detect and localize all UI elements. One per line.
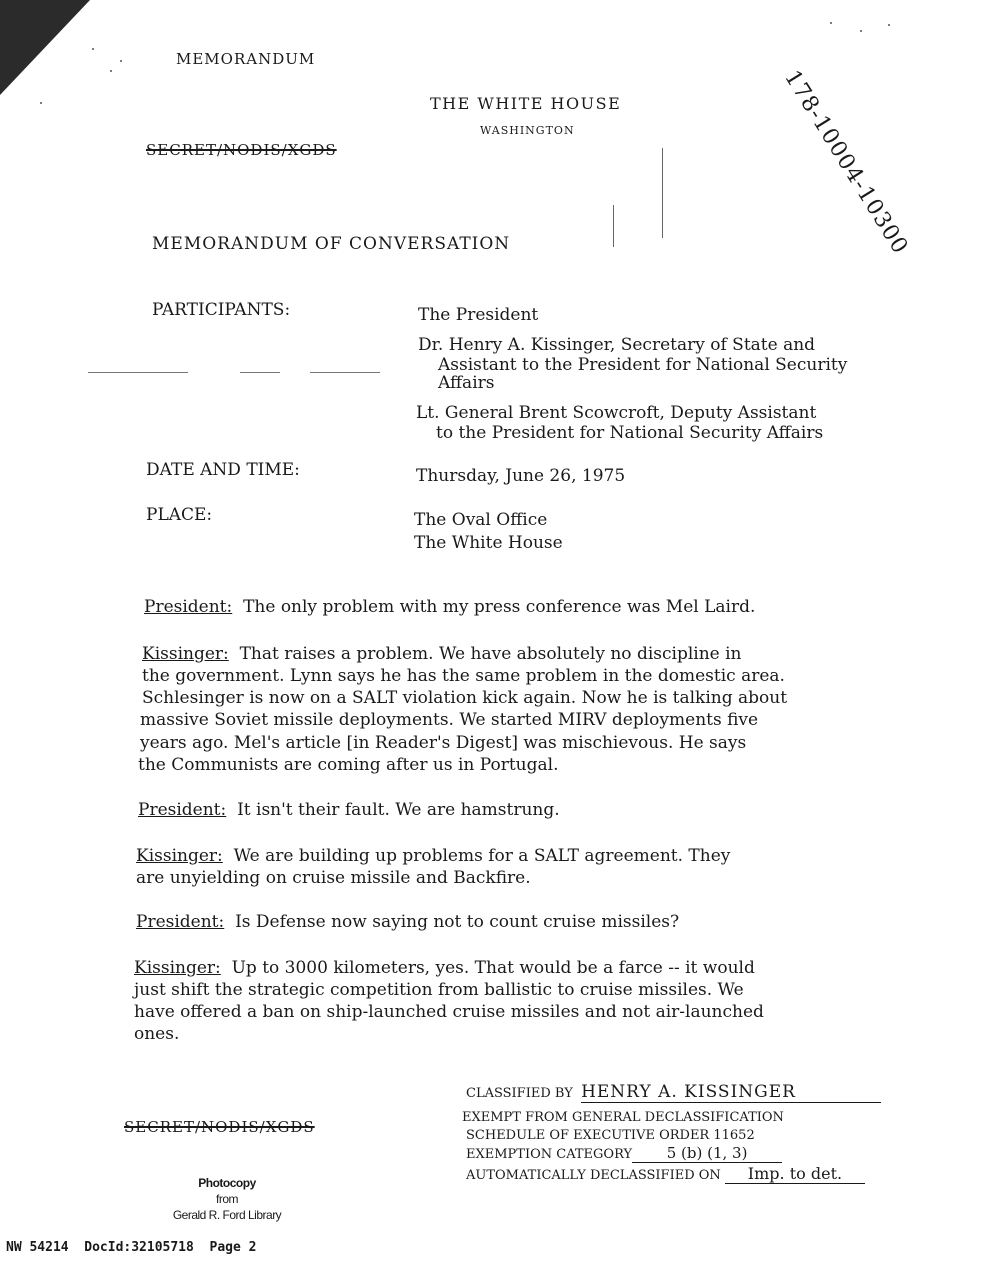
auto-declass-value: Imp. to det. bbox=[725, 1164, 865, 1184]
dialogue-line: The only problem with my press conference was Mel Laird. bbox=[243, 597, 756, 617]
dialogue-entry bbox=[144, 597, 755, 617]
library-stamp-line: from bbox=[216, 1192, 238, 1206]
dialogue-line: have offered a ban on ship-launched cruise missiles and not air-launched bbox=[134, 1002, 764, 1022]
participant-line: The President bbox=[418, 305, 539, 325]
dialogue-entry bbox=[138, 800, 560, 820]
dialogue-line: years ago. Mel's article [in Reader's Digest] was mischievous. He says bbox=[140, 733, 747, 753]
dialogue-line: It isn't their fault. We are hamstrung. bbox=[237, 800, 560, 820]
place-line: The Oval Office bbox=[414, 510, 548, 530]
doc-title: MEMORANDUM OF CONVERSATION bbox=[152, 234, 511, 254]
exempt-line: EXEMPT FROM GENERAL DECLASSIFICATION bbox=[462, 1110, 784, 1125]
participant-line: Dr. Henry A. Kissinger, Secretary of State and bbox=[418, 335, 816, 355]
dialogue-entry bbox=[136, 912, 679, 932]
dialogue-line: ones. bbox=[134, 1024, 180, 1044]
doc-id-footer: NW 54214 DocId:32105718 Page 2 bbox=[6, 1240, 257, 1255]
classified-by-row bbox=[466, 1082, 881, 1103]
library-stamp-line: Photocopy bbox=[198, 1176, 256, 1190]
classification-top: SECRET/NODIS/XGDS bbox=[146, 141, 337, 159]
dialogue-line: Is Defense now saying not to count cruise missiles? bbox=[235, 912, 680, 932]
scan-speck bbox=[40, 102, 42, 104]
scan-dash bbox=[240, 372, 280, 373]
scan-speck bbox=[888, 24, 890, 26]
participants-label: PARTICIPANTS: bbox=[152, 300, 291, 320]
exemption-row bbox=[466, 1144, 782, 1163]
dialogue-line: the Communists are coming after us in Portugal. bbox=[138, 755, 559, 775]
speaker-label: President: bbox=[136, 912, 225, 932]
office-title: THE WHITE HOUSE bbox=[430, 94, 622, 113]
dialogue-line: just shift the strategic competition from ballistic to cruise missiles. We bbox=[134, 980, 744, 1000]
dialogue-line: are unyielding on cruise missile and Backfire. bbox=[136, 868, 531, 888]
participant-line: Affairs bbox=[438, 373, 495, 393]
scan-dash bbox=[88, 372, 188, 373]
scan-speck bbox=[120, 60, 122, 62]
dialogue-line: That raises a problem. We have absolutely no discipline in bbox=[239, 644, 742, 664]
auto-declass-row bbox=[466, 1164, 865, 1184]
exemption-value: 5 (b) (1, 3) bbox=[632, 1144, 782, 1163]
scan-line bbox=[613, 205, 614, 247]
speaker-label: Kissinger: bbox=[134, 958, 221, 978]
scan-speck bbox=[110, 70, 112, 72]
dialogue-line: the government. Lynn says he has the same problem in the domestic area. bbox=[142, 666, 785, 686]
memorandum-label: MEMORANDUM bbox=[176, 50, 316, 68]
classified-by-value: HENRY A. KISSINGER bbox=[581, 1082, 881, 1103]
office-city: WASHINGTON bbox=[480, 124, 575, 137]
dialogue-entry bbox=[136, 846, 730, 866]
classified-by-label: CLASSIFIED BY bbox=[466, 1086, 573, 1101]
participant-line: to the President for National Security Affairs bbox=[436, 423, 824, 443]
record-number-stamp: 178-10004-10300 bbox=[779, 66, 913, 259]
speaker-label: President: bbox=[144, 597, 233, 617]
speaker-label: Kissinger: bbox=[136, 846, 223, 866]
participant-line: Lt. General Brent Scowcroft, Deputy Assistant bbox=[416, 403, 817, 423]
scan-corner-mark bbox=[0, 0, 90, 95]
dialogue-line: Schlesinger is now on a SALT violation kick again. Now he is talking about bbox=[142, 688, 788, 708]
scan-dash bbox=[310, 372, 380, 373]
scan-speck bbox=[860, 30, 862, 32]
dialogue-line: massive Soviet missile deployments. We started MIRV deployments five bbox=[140, 710, 759, 730]
exemption-label: EXEMPTION CATEGORY bbox=[466, 1147, 633, 1162]
place-label: PLACE: bbox=[146, 505, 213, 525]
scan-speck bbox=[92, 48, 94, 50]
library-stamp-line: Gerald R. Ford Library bbox=[172, 1208, 282, 1222]
dialogue-entry bbox=[134, 958, 755, 978]
speaker-label: President: bbox=[138, 800, 227, 820]
auto-declass-label: AUTOMATICALLY DECLASSIFIED ON bbox=[466, 1168, 721, 1183]
dialogue-entry bbox=[142, 644, 742, 664]
date-value: Thursday, June 26, 1975 bbox=[416, 466, 626, 486]
place-line: The White House bbox=[414, 533, 563, 553]
scan-speck bbox=[830, 22, 832, 24]
classification-bottom: SECRET/NODIS/XGDS bbox=[124, 1118, 315, 1136]
schedule-line: SCHEDULE OF EXECUTIVE ORDER 11652 bbox=[466, 1128, 755, 1143]
dialogue-line: We are building up problems for a SALT agreement. They bbox=[233, 846, 731, 866]
date-label: DATE AND TIME: bbox=[146, 460, 300, 480]
speaker-label: Kissinger: bbox=[142, 644, 229, 664]
dialogue-line: Up to 3000 kilometers, yes. That would be a farce -- it would bbox=[231, 958, 755, 978]
scan-line bbox=[662, 148, 663, 238]
participant-line: Assistant to the President for National Security bbox=[438, 355, 848, 375]
